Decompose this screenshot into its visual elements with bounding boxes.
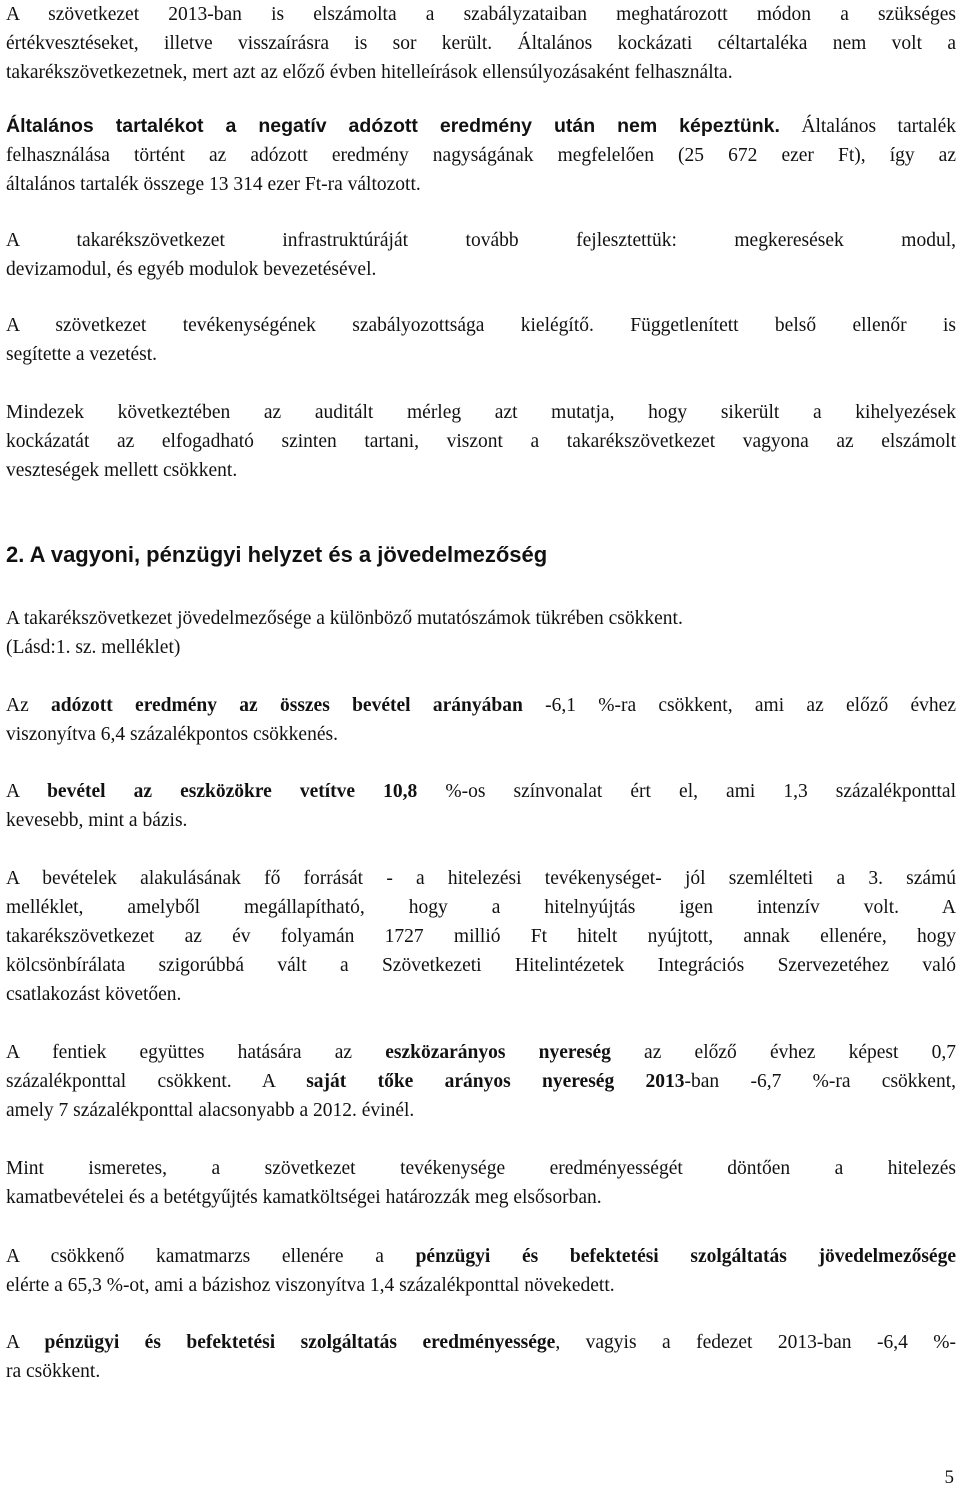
bold-term: pénzügyi és befektetési szolgáltatás eredményessége bbox=[44, 1332, 556, 1353]
text-line: csatlakozást követően. bbox=[6, 984, 182, 1005]
text-line: A szövetkezet 2013-ban is elszámolta a szabályzataiban meghatározott módon a szükséges bbox=[6, 4, 956, 25]
text-line: értékvesztéseket, illetve visszaírásra is sor került. Általános kockázati céltartaléka nem volt a bbox=[6, 33, 956, 54]
text-line bbox=[6, 1067, 956, 1096]
paragraph-regulation bbox=[6, 311, 956, 369]
text-run: , vagyis a fedezet 2013-ban -6,4 %- bbox=[555, 1332, 956, 1353]
paragraph-revenue-assets bbox=[6, 777, 956, 835]
text-run: A bbox=[6, 781, 48, 802]
text-line: kockázatát az elfogadható szinten tartani, viszont a takarékszövetkezet vagyona az elszámolt bbox=[6, 431, 956, 452]
text-run: az előző évhez képest 0,7 bbox=[610, 1042, 956, 1063]
text-line: (Lásd:1. sz. melléklet) bbox=[6, 637, 181, 658]
text-line: Mindezek következtében az auditált mérleg azt mutatja, hogy sikerült a kihelyezések bbox=[6, 402, 956, 423]
text-line: A takarékszövetkezet jövedelmezősége a különböző mutatószámok tükrében csökkent. bbox=[6, 608, 683, 629]
text-line: kölcsönbírálata szigorúbbá vált a Szövetkezeti Hitelintézetek Integrációs Szervezetéhez való bbox=[6, 955, 956, 976]
bold-term: adózott eredmény az összes bevétel arányában bbox=[51, 695, 523, 716]
text-line: ra csökkent. bbox=[6, 1361, 101, 1382]
text-line: felhasználása történt az adózott eredmény nagyságának megfelelően (25 672 ezer Ft), így az bbox=[6, 145, 956, 166]
paragraph-revenue-sources bbox=[6, 864, 956, 1009]
paragraph-profitability bbox=[6, 604, 956, 662]
text-run: százalékponttal csökkent. A bbox=[6, 1071, 307, 1092]
page-number: 5 bbox=[944, 1467, 954, 1488]
text-line: Mint ismeretes, a szövetkezet tevékenysége eredményességét döntően a hitelezés bbox=[6, 1158, 956, 1179]
text-run: A csökkenő kamatmarzs ellenére a bbox=[6, 1246, 416, 1267]
section-heading: 2. A vagyoni, pénzügyi helyzet és a jövedelmezőség bbox=[6, 542, 548, 567]
text-line: takarékszövetkezet az év folyamán 1727 millió Ft hitelt nyújtott, annak ellenére, hogy bbox=[6, 926, 956, 947]
text-line: elérte a 65,3 %-ot, ami a bázishoz viszonyítva 1,4 százalékponttal növekedett. bbox=[6, 1275, 615, 1296]
bold-term: pénzügyi és befektetési szolgáltatás jövedelmezősége bbox=[415, 1246, 956, 1267]
paragraph-valuation bbox=[6, 0, 956, 87]
paragraph-asset-return bbox=[6, 1038, 956, 1125]
text-line: devizamodul, és egyéb modulok bevezetésével. bbox=[6, 259, 377, 280]
text-line: A takarékszövetkezet infrastruktúráját tovább fejlesztettük: megkeresések modul, bbox=[6, 230, 956, 251]
text-line: segítette a vezetést. bbox=[6, 344, 158, 365]
text-line bbox=[6, 777, 956, 806]
bold-term: bevétel az eszközökre vetítve 10,8 bbox=[47, 781, 418, 802]
text-line: általános tartalék összege 13 314 ezer Ft-ra változott. bbox=[6, 174, 421, 195]
paragraph-effectiveness bbox=[6, 1328, 956, 1386]
text-line: viszonyítva 6,4 százalékpontos csökkenés. bbox=[6, 724, 338, 745]
text-run: -ban -6,7 %-ra csökkent, bbox=[684, 1071, 956, 1092]
paragraph-margin bbox=[6, 1242, 956, 1300]
text-line: takarékszövetkezetnek, mert azt az előző évben hitelleírások ellensúlyozásaként felhasználta. bbox=[6, 62, 733, 83]
text-line bbox=[6, 691, 956, 720]
paragraph-audit bbox=[6, 398, 956, 485]
bold-term: eszközarányos nyereség bbox=[385, 1042, 611, 1063]
text-run: Általános tartalék bbox=[779, 116, 956, 137]
text-run: %-os színvonalat ért el, ami 1,3 százalékponttal bbox=[417, 781, 957, 802]
text-line: kamatbevételei és a betétgyűjtés kamatköltségei határozzák meg elsősorban. bbox=[6, 1187, 602, 1208]
text-line: A bevételek alakulásának fő forrását - a hitelezési tevékenységet- jól szemlélteti a 3. számú bbox=[6, 868, 956, 889]
text-run: -6,1 %-ra csökkent, ami az előző évhez bbox=[522, 695, 956, 716]
paragraph-general-reserve bbox=[6, 112, 956, 199]
text-run: A fentiek együttes hatására az bbox=[6, 1042, 386, 1063]
paragraph-infrastructure bbox=[6, 226, 956, 284]
text-line: kevesebb, mint a bázis. bbox=[6, 810, 188, 831]
text-line bbox=[6, 1242, 956, 1271]
text-run: Az bbox=[6, 695, 52, 716]
text-line bbox=[6, 112, 956, 141]
text-line: amely 7 százalékponttal alacsonyabb a 2012. évinél. bbox=[6, 1100, 415, 1121]
bold-statement: Általános tartalékot a negatív adózott eredmény után nem képeztünk. bbox=[6, 115, 780, 137]
text-run: A bbox=[6, 1332, 45, 1353]
text-line: veszteségek mellett csökkent. bbox=[6, 460, 238, 481]
text-line: A szövetkezet tevékenységének szabályozottsága kielégítő. Függetlenített belső ellenőr is bbox=[6, 315, 956, 336]
paragraph-interest bbox=[6, 1154, 956, 1212]
bold-term: saját tőke arányos nyereség 2013 bbox=[306, 1071, 685, 1092]
text-line: melléklet, amelyből megállapítható, hogy a hitelnyújtás igen intenzív volt. A bbox=[6, 897, 956, 918]
text-line bbox=[6, 1038, 956, 1067]
paragraph-after-tax-result bbox=[6, 691, 956, 749]
text-line bbox=[6, 1328, 956, 1357]
